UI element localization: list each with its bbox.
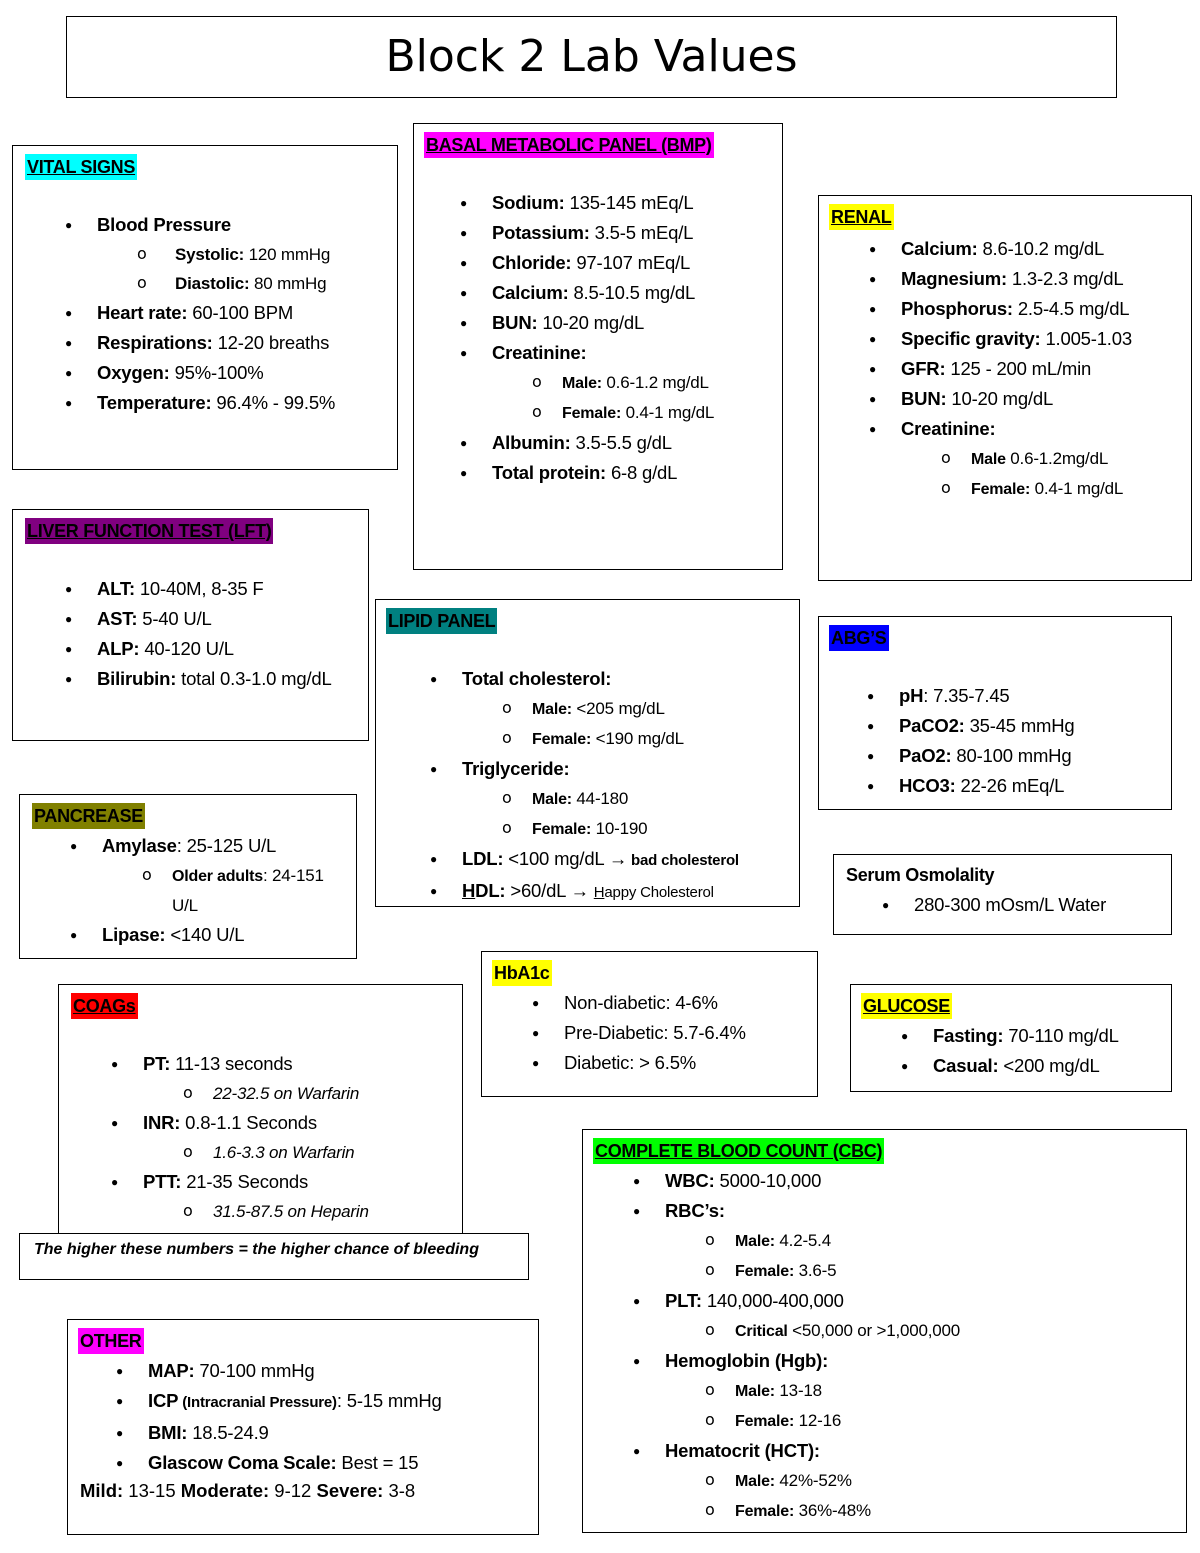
lipid-box xyxy=(375,599,800,907)
list-item: o Critical <50,000 or >1,000,000 xyxy=(703,1316,960,1346)
other-list xyxy=(116,1356,442,1478)
arrow-icon: → xyxy=(608,848,628,869)
list-item: ● Creatinine: o Male 0.6-1.2mg/dL o Female: 0.4-1 mg/dL xyxy=(869,414,1132,504)
list-item: ● INR: 0.8-1.1 Seconds o 1.6-3.3 on Warfarin xyxy=(111,1108,369,1167)
list-item: ● PLT: 140,000-400,000 o Critical <50,000 or >1,000,000 xyxy=(633,1286,960,1346)
pancreas-box xyxy=(19,794,357,959)
osmolality-box xyxy=(833,854,1172,935)
list-item: o Female: 0.4-1 mg/dL xyxy=(939,474,1132,504)
vital-signs-box xyxy=(12,145,398,470)
other-box xyxy=(67,1319,539,1535)
title-box xyxy=(66,16,1117,98)
list-item: o 22-32.5 on Warfarin xyxy=(181,1079,369,1108)
renal-list xyxy=(869,234,1132,504)
list-item: ● pH: 7.35-7.45 xyxy=(867,681,1075,711)
list-item: o 1.6-3.3 on Warfarin xyxy=(181,1138,369,1167)
osmolality-header: Serum Osmolality xyxy=(846,865,995,885)
list-item: ● Total cholesterol: o Male: <205 mg/dL o Female: <190 mg/dL xyxy=(430,664,739,754)
coags-box xyxy=(58,984,463,1234)
list-item: ● Diabetic: > 6.5% xyxy=(532,1048,746,1078)
list-item: ● Magnesium: 1.3-2.3 mg/dL xyxy=(869,264,1132,294)
list-item: ● Phosphorus: 2.5-4.5 mg/dL xyxy=(869,294,1132,324)
coags-note-box xyxy=(19,1233,529,1280)
list-item: ● Lipase: <140 U/L xyxy=(70,920,350,950)
vital-signs-header: VITAL SIGNS xyxy=(25,154,137,180)
glucose-list xyxy=(901,1021,1119,1081)
list-item: o Male: <205 mg/dL xyxy=(500,694,739,724)
vital-signs-list xyxy=(65,210,335,418)
list-item: o Systolic: 120 mmHg xyxy=(135,240,335,269)
list-item: ● ICP (Intracranial Pressure): 5-15 mmHg xyxy=(116,1386,442,1418)
list-item: ● Non-diabetic: 4-6% xyxy=(532,988,746,1018)
list-item: ● PTT: 21-35 Seconds o 31.5-87.5 on Heparin xyxy=(111,1167,369,1226)
list-item: o Male: 44-180 xyxy=(500,784,739,814)
liver-box xyxy=(12,509,369,741)
lipid-header: LIPID PANEL xyxy=(386,608,497,634)
bmp-list xyxy=(460,188,714,488)
liver-list xyxy=(65,574,355,694)
coags-header: COAGs xyxy=(71,993,138,1019)
list-item: ● Blood Pressure o Systolic: 120 mmHg o Diastolic: 80 mmHg xyxy=(65,210,335,298)
list-item: o Male: 0.6-1.2 mg/dL xyxy=(530,368,714,398)
pancreas-header: PANCREASE xyxy=(32,803,145,829)
list-item: ● Calcium: 8.6-10.2 mg/dL xyxy=(869,234,1132,264)
list-item: ● Albumin: 3.5-5.5 g/dL xyxy=(460,428,714,458)
list-item: ● Sodium: 135-145 mEq/L xyxy=(460,188,714,218)
list-item: ● Amylase: 25-125 U/L o Older adults: 24-151 U/L xyxy=(70,831,350,920)
abg-box xyxy=(818,616,1172,810)
lipid-list xyxy=(430,664,739,908)
list-item: ● PaCO2: 35-45 mmHg xyxy=(867,711,1075,741)
list-item: ● PaO2: 80-100 mmHg xyxy=(867,741,1075,771)
list-item: ● Hematocrit (HCT): o Male: 42%-52% o Female: 36%-48% xyxy=(633,1436,960,1526)
liver-header: LIVER FUNCTION TEST (LFT) xyxy=(25,518,273,544)
hba1c-header: HbA1c xyxy=(492,960,552,986)
hba1c-list xyxy=(532,988,746,1078)
other-header: OTHER xyxy=(78,1328,144,1354)
list-item: ● Chloride: 97-107 mEq/L xyxy=(460,248,714,278)
list-item: ● HDL: >60/dL → Happy Cholesterol xyxy=(430,876,739,908)
coags-note: The higher these numbers = the higher chance of bleeding xyxy=(34,1241,479,1258)
list-item: ● Pre-Diabetic: 5.7-6.4% xyxy=(532,1018,746,1048)
cbc-box xyxy=(582,1129,1187,1533)
list-item: ● LDL: <100 mg/dL → bad cholesterol xyxy=(430,844,739,876)
renal-header: RENAL xyxy=(829,204,894,230)
list-item: o Female: <190 mg/dL xyxy=(500,724,739,754)
hba1c-box xyxy=(481,951,818,1097)
abg-header: ABG’S xyxy=(829,625,889,651)
list-item: o Male: 4.2-5.4 xyxy=(703,1226,960,1256)
list-item: ● Potassium: 3.5-5 mEq/L xyxy=(460,218,714,248)
arrow-icon: → xyxy=(570,880,589,901)
page-title: Block 2 Lab Values xyxy=(385,31,798,82)
list-item: ● PT: 11-13 seconds o 22-32.5 on Warfarin xyxy=(111,1049,369,1108)
list-item: ● Triglyceride: o Male: 44-180 o Female: 10-190 xyxy=(430,754,739,844)
list-item: ● Oxygen: 95%-100% xyxy=(65,358,335,388)
list-item: ● AST: 5-40 U/L xyxy=(65,604,355,634)
renal-box xyxy=(818,195,1192,581)
list-item: o Female: 3.6-5 xyxy=(703,1256,960,1286)
list-item: ● MAP: 70-100 mmHg xyxy=(116,1356,442,1386)
pancreas-list xyxy=(70,831,350,950)
list-item: o Male: 13-18 xyxy=(703,1376,960,1406)
list-item: ● ALP: 40-120 U/L xyxy=(65,634,355,664)
list-item: ● Respirations: 12-20 breaths xyxy=(65,328,335,358)
coags-list xyxy=(111,1049,369,1226)
list-item: ● RBC’s: o Male: 4.2-5.4 o Female: 3.6-5 xyxy=(633,1196,960,1286)
list-item: o Female: 12-16 xyxy=(703,1406,960,1436)
list-item: o Female: 36%-48% xyxy=(703,1496,960,1526)
list-item: o Female: 0.4-1 mg/dL xyxy=(530,398,714,428)
list-item: ● WBC: 5000-10,000 xyxy=(633,1166,960,1196)
list-item: ● Bilirubin: total 0.3-1.0 mg/dL xyxy=(65,664,355,694)
list-item: ● Total protein: 6-8 g/dL xyxy=(460,458,714,488)
bmp-box xyxy=(413,123,783,570)
list-item: o Older adults: 24-151 U/L xyxy=(140,861,350,920)
list-item: ● Hemoglobin (Hgb): o Male: 13-18 o Female: 12-16 xyxy=(633,1346,960,1436)
glucose-header: GLUCOSE xyxy=(861,993,952,1019)
list-item: ● ALT: 10-40M, 8-35 F xyxy=(65,574,355,604)
list-item: ● Glascow Coma Scale: Best = 15 xyxy=(116,1448,442,1478)
list-item: ● 280-300 mOsm/L Water xyxy=(882,890,1106,920)
osmolality-list xyxy=(882,890,1106,920)
list-item: ● HCO3: 22-26 mEq/L xyxy=(867,771,1075,801)
bmp-header: BASAL METABOLIC PANEL (BMP) xyxy=(424,132,714,158)
list-item: ● Calcium: 8.5-10.5 mg/dL xyxy=(460,278,714,308)
list-item: ● Heart rate: 60-100 BPM xyxy=(65,298,335,328)
list-item: ● GFR: 125 - 200 mL/min xyxy=(869,354,1132,384)
glucose-box xyxy=(850,984,1172,1092)
cbc-header: COMPLETE BLOOD COUNT (CBC) xyxy=(593,1138,884,1164)
gcs-severity-line: Mild: 13-15 Moderate: 9-12 Severe: 3-8 xyxy=(80,1480,416,1501)
list-item: ● BUN: 10-20 mg/dL xyxy=(869,384,1132,414)
list-item: o Male: 42%-52% xyxy=(703,1466,960,1496)
list-item: ● Casual: <200 mg/dL xyxy=(901,1051,1119,1081)
list-item: o Diastolic: 80 mmHg xyxy=(135,269,335,298)
list-item: ● Specific gravity: 1.005-1.03 xyxy=(869,324,1132,354)
list-item: ● Creatinine: o Male: 0.6-1.2 mg/dL o Female: 0.4-1 mg/dL xyxy=(460,338,714,428)
list-item: o 31.5-87.5 on Heparin xyxy=(181,1197,369,1226)
list-item: ● Fasting: 70-110 mg/dL xyxy=(901,1021,1119,1051)
cbc-list xyxy=(633,1166,960,1526)
list-item: o Female: 10-190 xyxy=(500,814,739,844)
list-item: o Male 0.6-1.2mg/dL xyxy=(939,444,1132,474)
abg-list xyxy=(867,681,1075,801)
list-item: ● BUN: 10-20 mg/dL xyxy=(460,308,714,338)
list-item: ● Temperature: 96.4% - 99.5% xyxy=(65,388,335,418)
list-item: ● BMI: 18.5-24.9 xyxy=(116,1418,442,1448)
